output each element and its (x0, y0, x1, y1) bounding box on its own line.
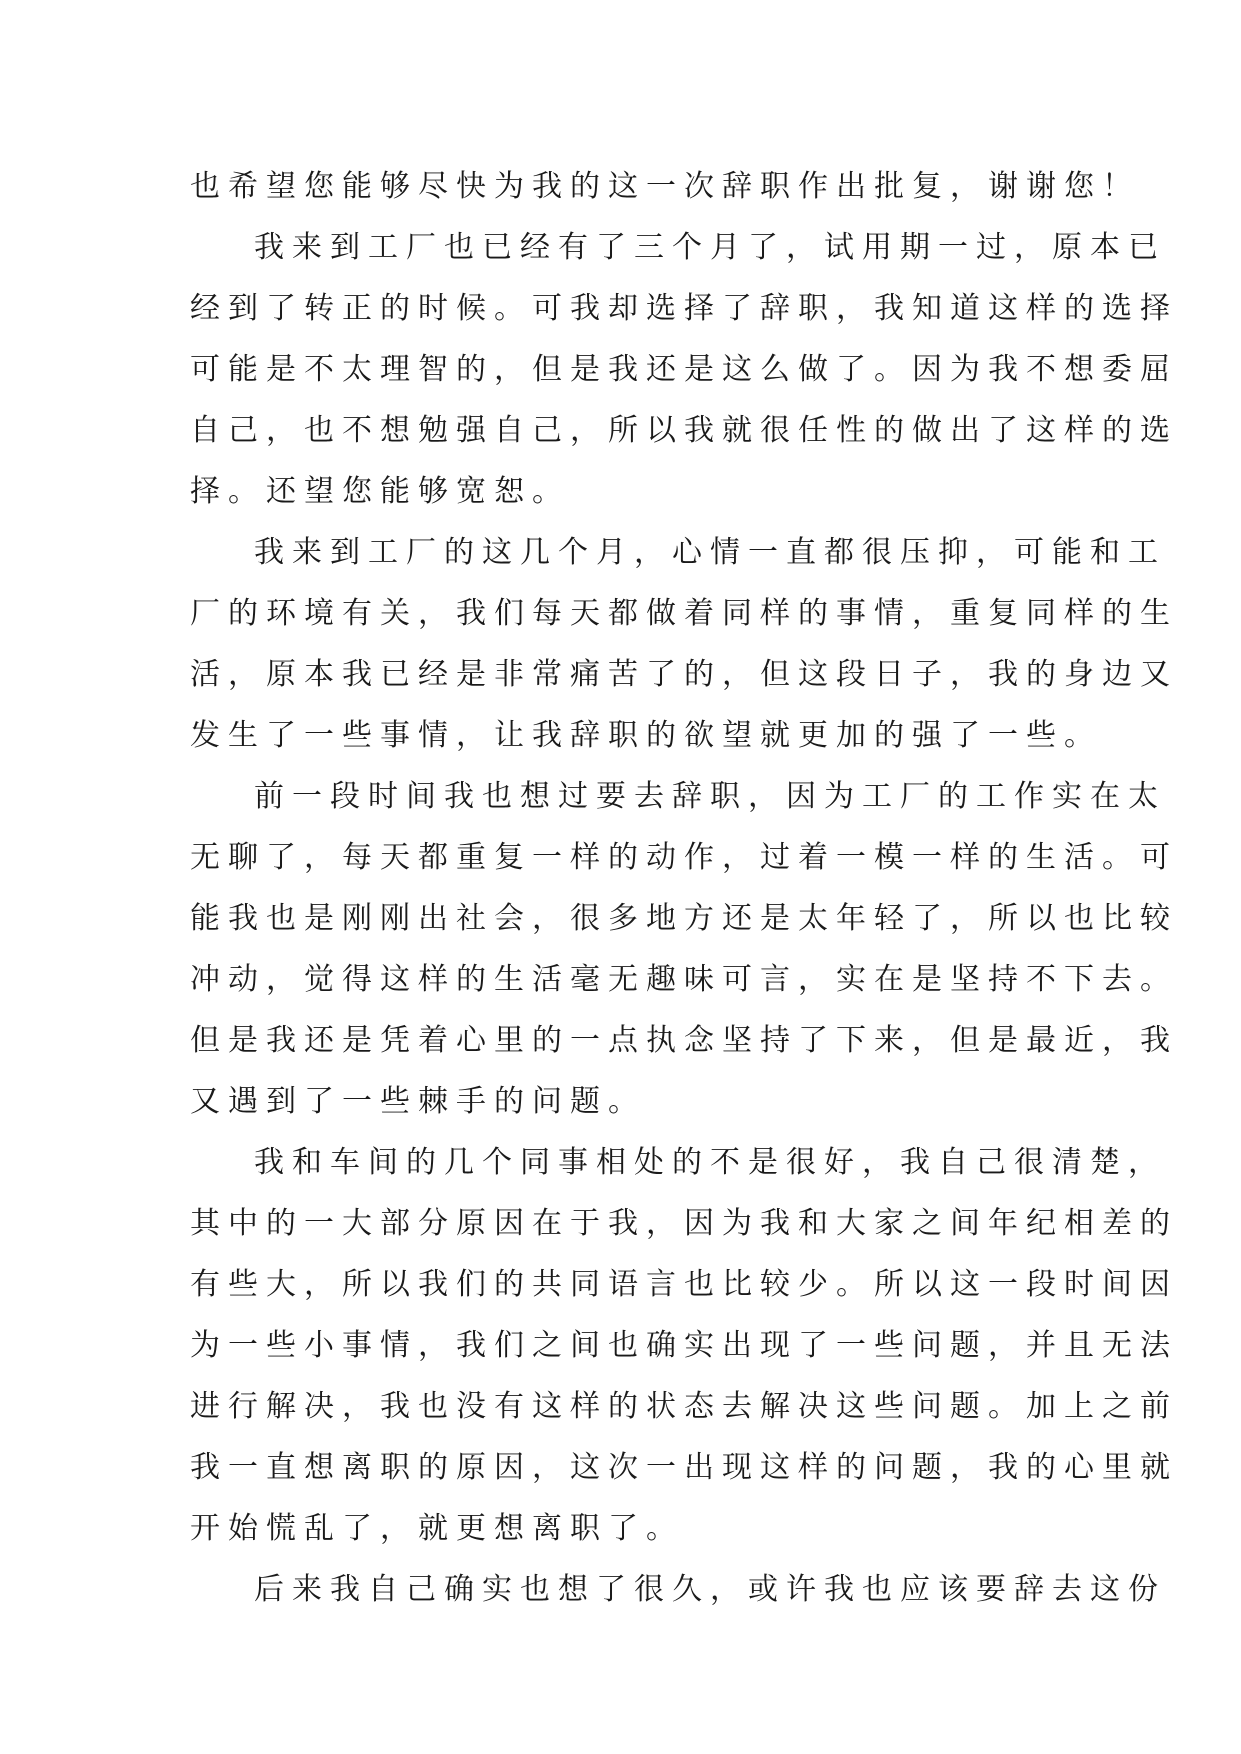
text-line: 有些大，所以我们的共同语言也比较少。所以这一段时间因 (190, 1267, 1178, 1302)
text-line: 择。还望您能够宽恕。 (190, 474, 570, 509)
text-line: 自己，也不想勉强自己，所以我就很任性的做出了这样的选 (190, 413, 1178, 448)
text-line: 开始慌乱了，就更想离职了。 (190, 1511, 684, 1546)
text-line: 我来到工厂也已经有了三个月了，试用期一过，原本已 (254, 230, 1166, 265)
text-line: 后来我自己确实也想了很久，或许我也应该要辞去这份 (254, 1572, 1166, 1607)
text-line: 我来到工厂的这几个月，心情一直都很压抑，可能和工 (254, 535, 1166, 570)
text-line: 我和车间的几个同事相处的不是很好，我自己很清楚， (254, 1145, 1166, 1180)
document-body (190, 156, 1178, 1620)
text-line: 发生了一些事情，让我辞职的欲望就更加的强了一些。 (190, 718, 1102, 753)
text-line: 厂的环境有关，我们每天都做着同样的事情，重复同样的生 (190, 596, 1178, 631)
text-line: 进行解决，我也没有这样的状态去解决这些问题。加上之前 (190, 1389, 1178, 1424)
text-line: 为一些小事情，我们之间也确实出现了一些问题，并且无法 (190, 1328, 1178, 1363)
text-line: 活，原本我已经是非常痛苦了的，但这段日子，我的身边又 (190, 657, 1178, 692)
text-line: 其中的一大部分原因在于我，因为我和大家之间年纪相差的 (190, 1206, 1178, 1241)
text-line: 又遇到了一些棘手的问题。 (190, 1084, 646, 1119)
text-line: 但是我还是凭着心里的一点执念坚持了下来，但是最近，我 (190, 1023, 1178, 1058)
text-line: 我一直想离职的原因，这次一出现这样的问题，我的心里就 (190, 1450, 1178, 1485)
text-line: 也希望您能够尽快为我的这一次辞职作出批复，谢谢您！ (190, 169, 1140, 204)
text-line: 前一段时间我也想过要去辞职，因为工厂的工作实在太 (254, 779, 1166, 814)
text-line: 无聊了，每天都重复一样的动作，过着一模一样的生活。可 (190, 840, 1178, 875)
text-line: 经到了转正的时候。可我却选择了辞职，我知道这样的选择 (190, 291, 1178, 326)
text-line: 可能是不太理智的，但是我还是这么做了。因为我不想委屈 (190, 352, 1178, 387)
text-line: 冲动，觉得这样的生活毫无趣味可言，实在是坚持不下去。 (190, 962, 1178, 997)
text-line: 能我也是刚刚出社会，很多地方还是太年轻了，所以也比较 (190, 901, 1178, 936)
